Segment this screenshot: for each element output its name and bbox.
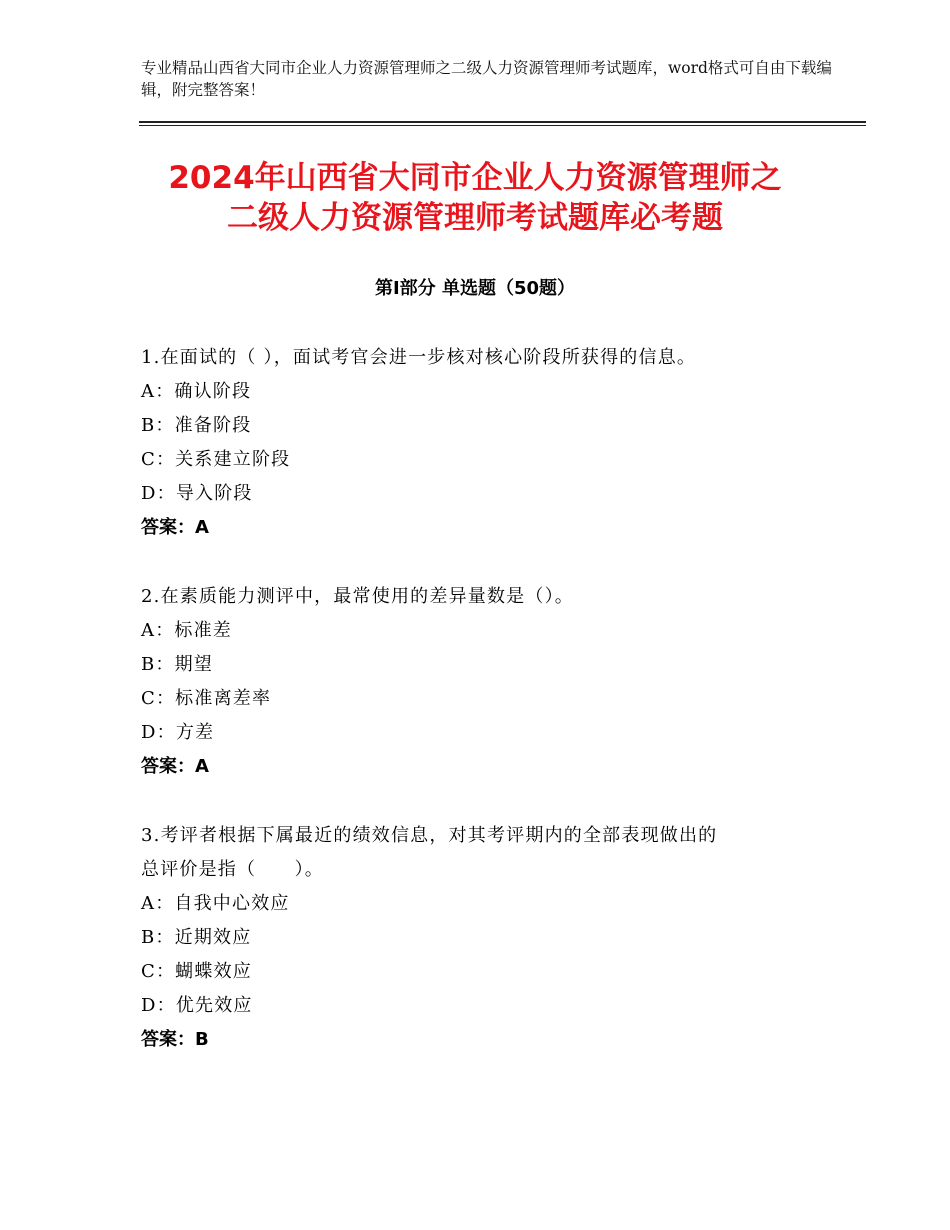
header-rule-thick <box>139 121 866 123</box>
header-rule-thin <box>139 125 866 126</box>
option-c: C：蝴蝶效应 <box>141 961 252 982</box>
question-stem-line-1: 3.考评者根据下属最近的绩效信息，对其考评期内的全部表现做出的 <box>141 825 718 846</box>
question-2 <box>141 580 841 784</box>
title-line-1: 2024年山西省大同市企业人力资源管理师之 <box>168 160 782 196</box>
answer: 答案：B <box>141 1029 209 1050</box>
answer: 答案：A <box>141 517 209 538</box>
option-b: B：期望 <box>141 654 214 675</box>
question-1 <box>141 341 841 545</box>
option-a: A：自我中心效应 <box>141 893 290 914</box>
option-c: C：标准离差率 <box>141 688 272 709</box>
question-stem: 1.在面试的（ ），面试考官会进一步核对核心阶段所获得的信息。 <box>141 347 697 368</box>
option-c: C：关系建立阶段 <box>141 449 291 470</box>
option-d: D：方差 <box>141 722 215 743</box>
option-b: B：近期效应 <box>141 927 252 948</box>
document-title <box>60 158 890 238</box>
option-a: A：确认阶段 <box>141 381 252 402</box>
option-b: B：准备阶段 <box>141 415 252 436</box>
header-note: 专业精品山西省大同市企业人力资源管理师之二级人力资源管理师考试题库，word格式可自由下载编辑，附完整答案！ <box>141 59 832 99</box>
answer: 答案：A <box>141 756 209 777</box>
section-heading: 第Ⅰ部分 单选题（50题） <box>374 278 575 299</box>
option-a: A：标准差 <box>141 620 232 641</box>
question-stem-line-2: 总评价是指（ ）。 <box>141 859 324 880</box>
title-line-2: 二级人力资源管理师考试题库必考题 <box>227 200 723 236</box>
question-3 <box>141 819 841 1057</box>
option-d: D：优先效应 <box>141 995 253 1016</box>
question-stem: 2.在素质能力测评中，最常使用的差异量数是（）。 <box>141 586 574 607</box>
option-d: D：导入阶段 <box>141 483 253 504</box>
